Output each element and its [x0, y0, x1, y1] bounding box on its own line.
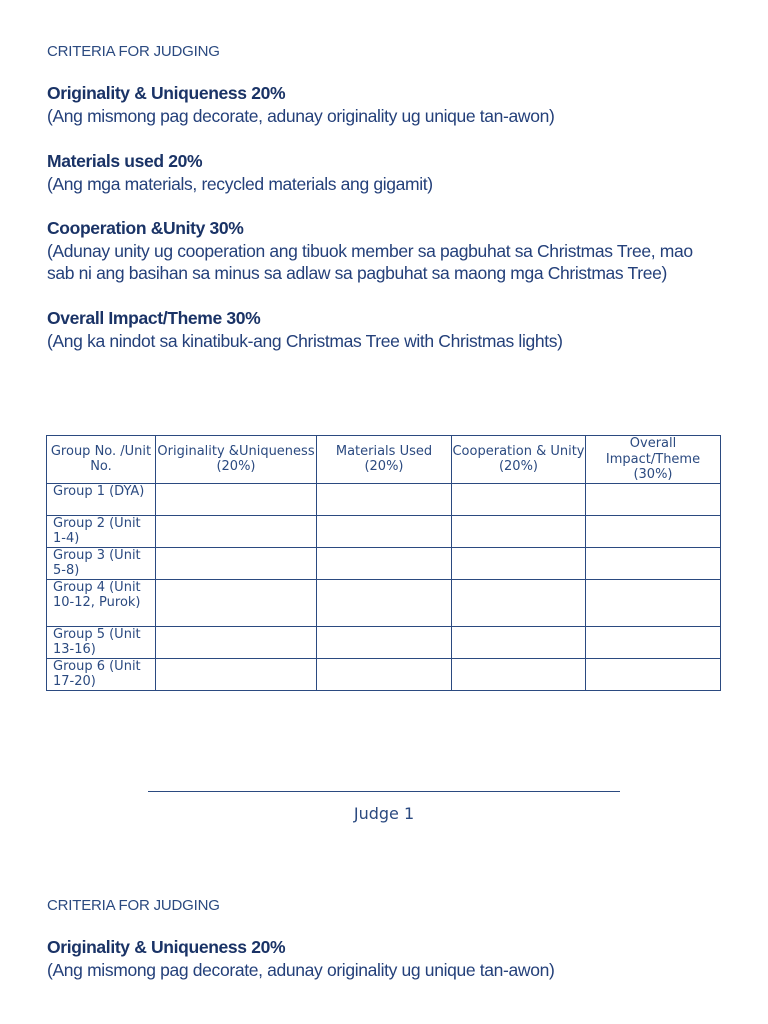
score-cell[interactable] [586, 579, 721, 626]
table-row [47, 579, 721, 626]
criterion-title: Materials used 20% [47, 151, 203, 171]
group-cell: Group 6 (Unit 17-20) [47, 658, 156, 690]
score-cell[interactable] [156, 579, 317, 626]
judge-label: Judge 1 [353, 804, 415, 823]
header-overall-impact: Overall Impact/Theme (30%) [586, 436, 721, 484]
criteria-heading: CRITERIA FOR JUDGING [47, 43, 220, 60]
score-cell[interactable] [156, 547, 317, 579]
header-originality: Originality &Uniqueness (20%) [156, 436, 317, 484]
criterion-title: Overall Impact/Theme 30% [47, 308, 261, 328]
group-cell: Group 1 (DYA) [47, 483, 156, 515]
criterion-cooperation [47, 217, 721, 285]
score-cell[interactable] [317, 626, 452, 658]
score-cell[interactable] [156, 658, 317, 690]
table-row [47, 626, 721, 658]
criterion-materials [47, 150, 721, 195]
table-row [47, 658, 721, 690]
signature-line [148, 791, 620, 792]
score-cell[interactable] [317, 579, 452, 626]
score-cell[interactable] [586, 658, 721, 690]
criterion-title: Cooperation &Unity 30% [47, 218, 244, 238]
group-cell: Group 3 (Unit 5-8) [47, 547, 156, 579]
criterion-title: Originality & Uniqueness 20% [47, 937, 286, 957]
criterion-description: (Ang ka nindot sa kinatibuk-ang Christmas Tree with Christmas lights) [47, 330, 563, 351]
score-cell[interactable] [586, 515, 721, 547]
score-cell[interactable] [156, 626, 317, 658]
table-row [47, 547, 721, 579]
table-header-row [47, 436, 721, 484]
score-cell[interactable] [317, 547, 452, 579]
table-row [47, 483, 721, 515]
score-cell[interactable] [156, 515, 317, 547]
score-cell[interactable] [452, 515, 586, 547]
criterion-originality [47, 82, 721, 127]
score-cell[interactable] [317, 658, 452, 690]
criteria-heading-repeat: CRITERIA FOR JUDGING [47, 897, 220, 914]
score-cell[interactable] [317, 483, 452, 515]
group-cell: Group 4 (Unit 10-12, Purok) [47, 579, 156, 626]
score-cell[interactable] [452, 626, 586, 658]
table-row [47, 515, 721, 547]
criterion-description: (Ang mga materials, recycled materials ang gigamit) [47, 173, 433, 194]
criterion-overall-impact [47, 307, 721, 352]
criterion-description: (Ang mismong pag decorate, adunay originality ug unique tan-awon) [47, 959, 555, 980]
criterion-description: (Adunay unity ug cooperation ang tibuok member sa pagbuhat sa Christmas Tree, mao sab ni ang basihan sa minus sa adlaw sa pagbuhat sa maong mga Christmas Tree) [47, 240, 693, 283]
score-cell[interactable] [452, 483, 586, 515]
header-materials: Materials Used (20%) [317, 436, 452, 484]
criterion-title: Originality & Uniqueness 20% [47, 83, 286, 103]
criterion-originality-repeat [47, 936, 721, 981]
score-cell[interactable] [586, 483, 721, 515]
score-cell[interactable] [452, 579, 586, 626]
score-cell[interactable] [452, 547, 586, 579]
header-cooperation: Cooperation & Unity (20%) [452, 436, 586, 484]
score-cell[interactable] [452, 658, 586, 690]
score-cell[interactable] [317, 515, 452, 547]
score-cell[interactable] [586, 626, 721, 658]
score-cell[interactable] [586, 547, 721, 579]
group-cell: Group 2 (Unit 1-4) [47, 515, 156, 547]
score-table [46, 435, 721, 691]
group-cell: Group 5 (Unit 13-16) [47, 626, 156, 658]
header-group: Group No. /Unit No. [47, 436, 156, 484]
score-cell[interactable] [156, 483, 317, 515]
criterion-description: (Ang mismong pag decorate, adunay originality ug unique tan-awon) [47, 105, 555, 126]
